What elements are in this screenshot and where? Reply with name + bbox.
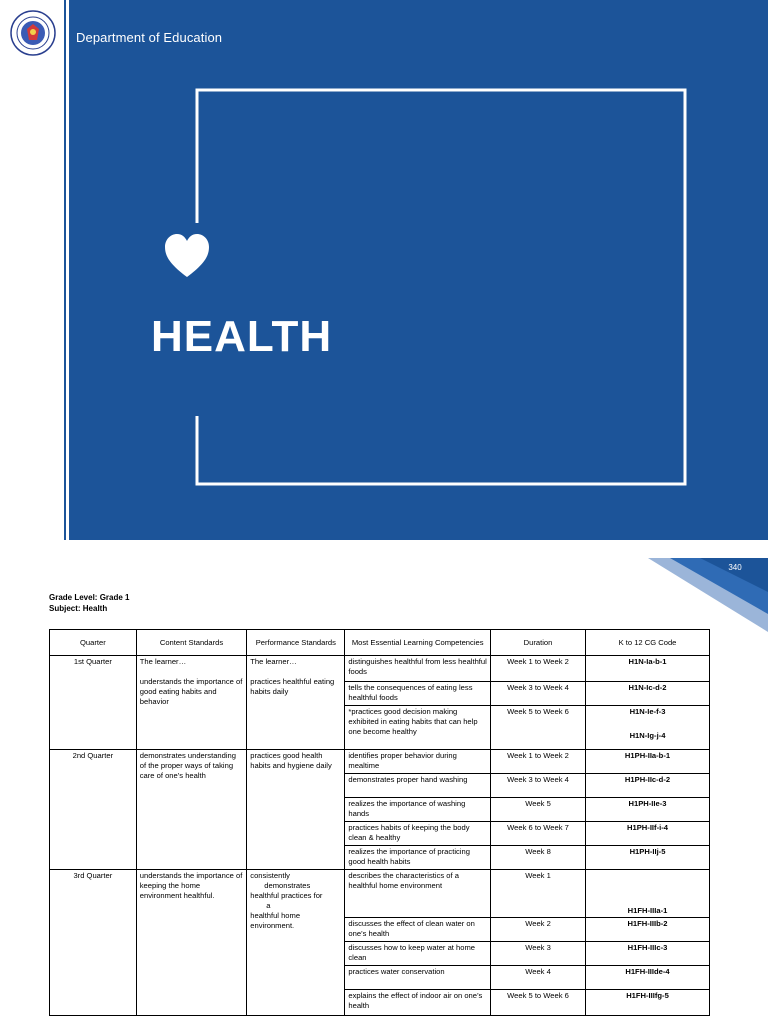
melc-cell: realizes the importance of practicing good health habits <box>345 846 491 870</box>
header-quarter: Quarter <box>50 630 137 656</box>
duration-cell: Week 1 to Week 2 <box>491 656 586 682</box>
melc-cell: realizes the importance of washing hands <box>345 798 491 822</box>
cg-code-cell: H1N-Ia-b-1 <box>586 656 710 682</box>
cg-code-cell: H1FH-IIIc-3 <box>586 942 710 966</box>
content-standards-cell: demonstrates understanding of the proper ways of taking care of one’s health <box>136 750 247 870</box>
cg-code-cell: H1PH-IIe-3 <box>586 798 710 822</box>
duration-cell: Week 3 to Week 4 <box>491 774 586 798</box>
content-standards-cell: understands the importance of keeping the home environment healthful. <box>136 870 247 1016</box>
header-content-standards: Content Standards <box>136 630 247 656</box>
melc-cell: describes the characteristics of a healthful home environment <box>345 870 491 918</box>
melc-cell: tells the consequences of eating less healthful foods <box>345 682 491 706</box>
curriculum-table <box>49 629 710 1016</box>
duration-cell: Week 6 to Week 7 <box>491 822 586 846</box>
content-standard-text: understands the importance of good eating habits and behavior <box>139 677 243 706</box>
cover-frame <box>195 88 687 486</box>
header-performance-standards: Performance Standards <box>247 630 345 656</box>
table-row <box>50 656 710 682</box>
subject-line: Subject: Health <box>49 604 108 613</box>
agency-name: Department of Education <box>76 30 223 45</box>
quarter-cell: 2nd Quarter <box>50 750 137 870</box>
cg-code-cell: H1PH-IIa-b-1 <box>586 750 710 774</box>
cg-code-cell: H1PH-IIc-d-2 <box>586 774 710 798</box>
melc-cell: *practices good decision making exhibited in eating habits that can help one become healthy <box>345 706 491 750</box>
duration-cell: Week 3 to Week 4 <box>491 682 586 706</box>
document-meta <box>49 592 129 614</box>
melc-cell: identifies proper behavior during mealtime <box>345 750 491 774</box>
quarter-cell: 3rd Quarter <box>50 870 137 1016</box>
melc-cell: demonstrates proper hand washing <box>345 774 491 798</box>
header-duration: Duration <box>491 630 586 656</box>
cg-code-cell: H1N-Ic-d-2 <box>586 682 710 706</box>
cover-title: HEALTH <box>151 312 333 361</box>
duration-cell: Week 8 <box>491 846 586 870</box>
performance-standards-cell: practices good health habits and hygiene daily <box>247 750 345 870</box>
header-cg-code: K to 12 CG Code <box>586 630 710 656</box>
table-row <box>50 750 710 774</box>
cover-divider-stripe <box>66 0 69 540</box>
melc-cell: explains the effect of indoor air on one’s health <box>345 990 491 1016</box>
performance-line: healthful practices for <box>250 891 323 900</box>
melc-cell: practices water conservation <box>345 966 491 990</box>
performance-intro: The learner… <box>250 657 297 666</box>
melc-cell: discusses how to keep water at home clean <box>345 942 491 966</box>
table-header-row <box>50 630 710 656</box>
content-standards-cell <box>136 656 247 750</box>
melc-cell: practices habits of keeping the body clean & healthy <box>345 822 491 846</box>
duration-cell: Week 5 to Week 6 <box>491 706 586 750</box>
cg-code-cell: H1FH-IIIde-4 <box>586 966 710 990</box>
performance-line: consistently <box>250 871 290 880</box>
duration-cell: Week 4 <box>491 966 586 990</box>
grade-level: Grade Level: Grade 1 <box>49 593 130 602</box>
performance-line: a <box>266 901 271 910</box>
header-melc: Most Essential Learning Competencies <box>345 630 491 656</box>
deped-seal-icon <box>10 10 56 56</box>
table-row <box>50 870 710 918</box>
duration-cell: Week 2 <box>491 918 586 942</box>
content-intro: The learner… <box>139 657 187 666</box>
page-number: 340 <box>728 563 742 572</box>
performance-standards-cell <box>247 870 345 1016</box>
duration-cell: Week 3 <box>491 942 586 966</box>
cg-code-cell <box>586 706 710 750</box>
duration-cell: Week 1 to Week 2 <box>491 750 586 774</box>
cg-code-text: H1N-Ie-f-3 <box>629 707 666 716</box>
cg-code-cell: H1FH-IIIb-2 <box>586 918 710 942</box>
duration-cell: Week 5 <box>491 798 586 822</box>
performance-line: demonstrates <box>264 881 311 890</box>
melc-cell: discusses the effect of clean water on one’s health <box>345 918 491 942</box>
cg-code-cell: H1PH-IIj-5 <box>586 846 710 870</box>
performance-line: healthful home environment. <box>250 911 301 930</box>
cg-code-cell: H1FH-IIIa-1 <box>586 870 710 918</box>
performance-standards-cell <box>247 656 345 750</box>
cg-code-cell: H1PH-IIf-i-4 <box>586 822 710 846</box>
heart-icon <box>163 233 211 279</box>
melc-cell: distinguishes healthful from less healthful foods <box>345 656 491 682</box>
cg-code-text-2: H1N-Ig-j-4 <box>629 731 666 740</box>
quarter-cell: 1st Quarter <box>50 656 137 750</box>
duration-cell: Week 1 <box>491 870 586 918</box>
performance-standard-text: practices healthful eating habits daily <box>250 677 335 696</box>
cg-code-cell: H1FH-IIIfg-5 <box>586 990 710 1016</box>
duration-cell: Week 5 to Week 6 <box>491 990 586 1016</box>
